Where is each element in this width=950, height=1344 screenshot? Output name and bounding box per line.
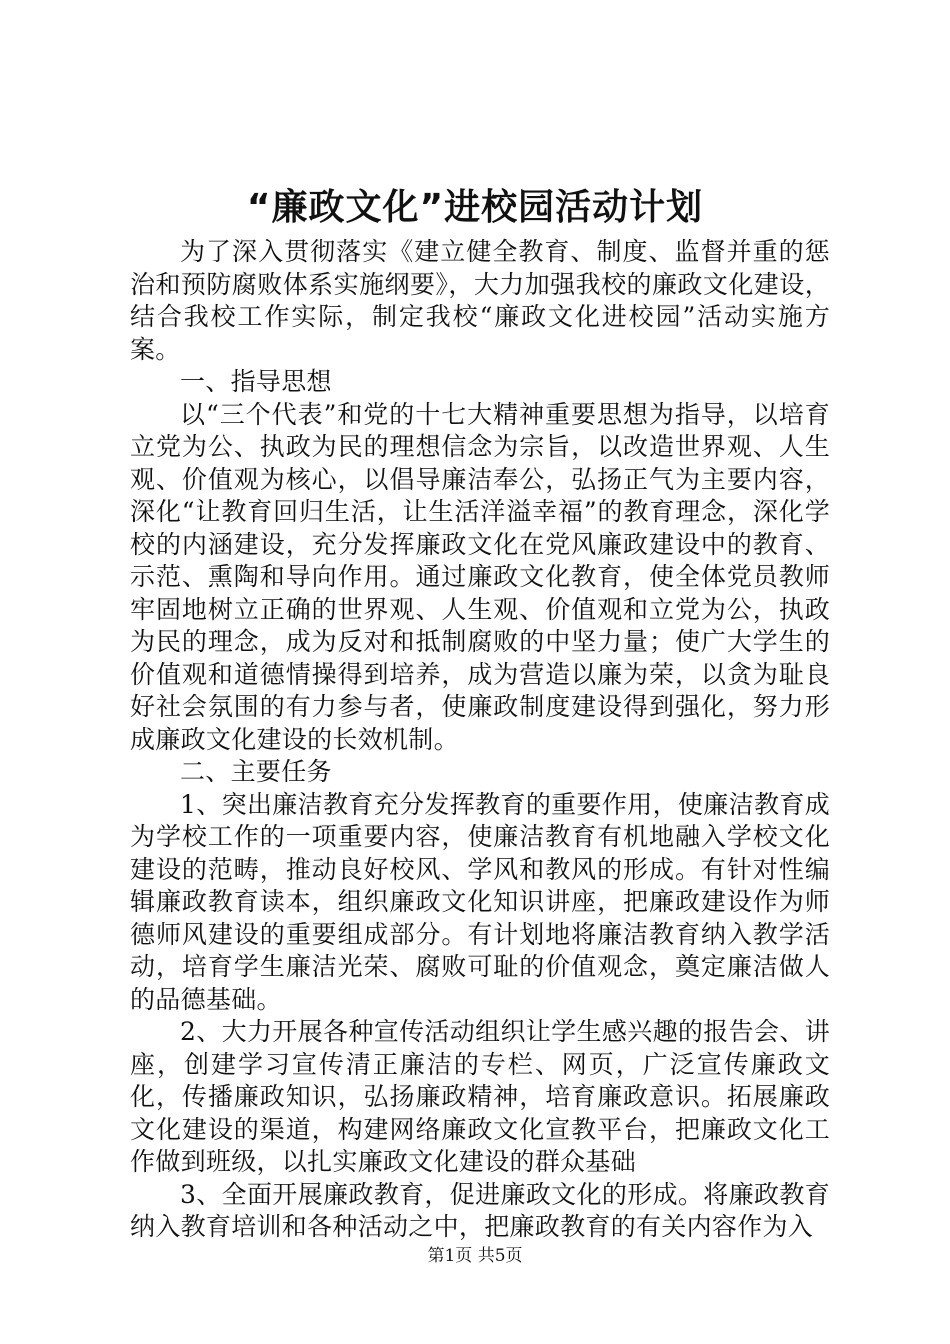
task-3-paragraph: 3、全面开展廉政教育，促进廉政文化的形成。将廉政教育纳入教育培训和各种活动之中，把廉政教育的有关内容作为入 xyxy=(130,1179,830,1241)
section-heading-guiding-thought: 一、指导思想 xyxy=(180,367,332,396)
task-2-paragraph: 2、大力开展各种宣传活动组织让学生感兴趣的报告会、讲座，创建学习宣传清正廉洁的专栏、网页，广泛宣传廉政文化，传播廉政知识，弘扬廉政精神，培育廉政意识。拓展廉政文化建设的渠道，构建网络廉政文化宣教平台，把廉政文化工作做到班级，以扎实廉政文化建设的群众基础 xyxy=(130,1017,830,1176)
section-heading-main-tasks: 二、主要任务 xyxy=(180,757,332,786)
task-1-paragraph: 1、突出廉洁教育充分发挥教育的重要作用，使廉洁教育成为学校工作的一项重要内容，使廉洁教育有机地融入学校文化建设的范畴，推动良好校风、学风和教风的形成。有针对性编辑廉政教育读本，组织廉政文化知识讲座，把廉政建设作为师德师风建设的重要组成部分。有计划地将廉洁教育纳入教学活动，培育学生廉洁光荣、腐败可耻的价值观念，奠定廉洁做人的品德基础。 xyxy=(130,789,830,1014)
guiding-thought-paragraph: 以“三个代表”和党的十七大精神重要思想为指导，以培育立党为公、执政为民的理想信念为宗旨，以改造世界观、人生观、价值观为核心，以倡导廉洁奉公，弘扬正气为主要内容，深化“让教育回归生活，让生活洋溢幸福”的教育理念，深化学校的内涵建设，充分发挥廉政文化在党风廉政建设中的教育、示范、熏陶和导向作用。通过廉政文化教育，使全体党员教师牢固地树立正确的世界观、人生观、价值观和立党为公，执政为民的理念，成为反对和抵制腐败的中坚力量；使广大学生的价值观和道德情操得到培养，成为营造以廉为荣，以贪为耻良好社会氛围的有力参与者，使廉政制度建设得到强化，努力形成廉政文化建设的长效机制。 xyxy=(130,399,830,754)
document-body xyxy=(130,236,830,1244)
page-footer: 第1页 共5页 xyxy=(427,1246,523,1266)
document-title: “廉政文化”进校园活动计划 xyxy=(246,187,704,228)
intro-paragraph: 为了深入贯彻落实《建立健全教育、制度、监督并重的惩治和预防腐败体系实施纲要》，大力加强我校的廉政文化建设，结合我校工作实际，制定我校“廉政文化进校园”活动实施方案。 xyxy=(130,237,830,364)
